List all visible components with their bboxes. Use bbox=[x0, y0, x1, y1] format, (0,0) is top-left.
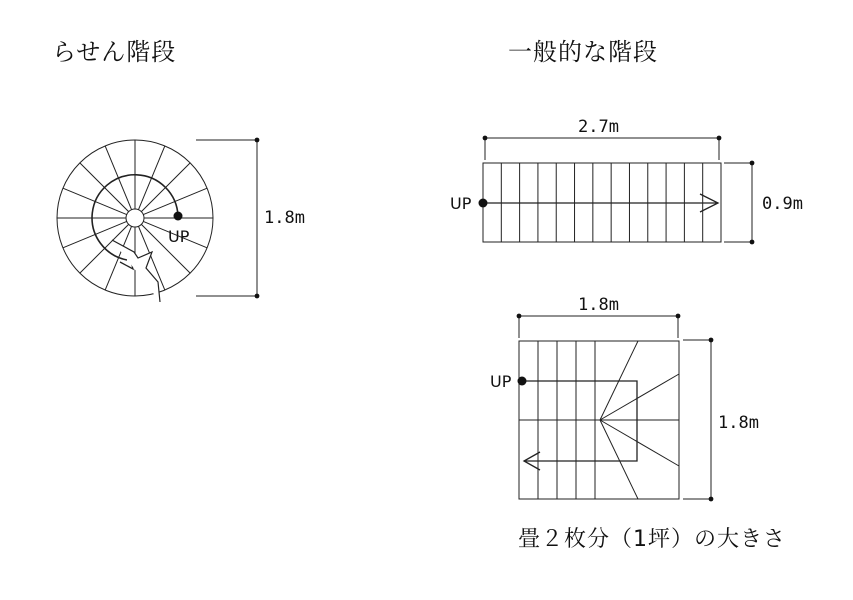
spiral-step-lines bbox=[57, 140, 213, 296]
dim-tick bbox=[709, 497, 714, 502]
straight-staircase-plan bbox=[483, 163, 721, 242]
spiral-break-line bbox=[112, 240, 160, 302]
straight-up-label: UP bbox=[450, 194, 472, 213]
spiral-height-label: 1.8m bbox=[264, 208, 305, 228]
dim-tick bbox=[750, 240, 755, 245]
u-turn-staircase-plan bbox=[519, 341, 679, 499]
dim-tick bbox=[750, 161, 755, 166]
spiral-staircase-plan bbox=[57, 140, 213, 302]
dim-tick bbox=[255, 294, 260, 299]
spiral-stair-title: らせん階段 bbox=[52, 38, 177, 66]
u-turn-winder-lines bbox=[600, 341, 679, 499]
straight-depth-label: 0.9m bbox=[762, 194, 803, 214]
u-turn-height-dimension bbox=[683, 338, 713, 501]
u-turn-height-label: 1.8m bbox=[718, 413, 759, 433]
straight-width-dimension bbox=[485, 138, 719, 160]
dim-tick bbox=[255, 138, 260, 143]
normal-stair-title: 一般的な階段 bbox=[508, 38, 658, 66]
straight-up-start-dot bbox=[479, 199, 488, 208]
spiral-up-label: UP bbox=[168, 227, 190, 246]
dim-tick bbox=[676, 314, 681, 319]
u-turn-width-dimension bbox=[519, 316, 678, 338]
dim-tick bbox=[709, 338, 714, 343]
dim-tick bbox=[483, 136, 488, 141]
dim-tick bbox=[717, 136, 722, 141]
u-turn-up-start-dot bbox=[518, 377, 527, 386]
dim-tick bbox=[517, 314, 522, 319]
straight-width-label: 2.7m bbox=[578, 117, 619, 137]
straight-depth-dimension bbox=[724, 161, 754, 244]
spiral-center-post bbox=[126, 209, 144, 227]
u-turn-up-path bbox=[522, 381, 637, 461]
u-turn-width-label: 1.8m bbox=[578, 295, 619, 315]
size-caption: 畳２枚分（1坪）の大きさ bbox=[518, 527, 786, 552]
spiral-up-start-dot bbox=[174, 212, 183, 221]
u-turn-up-label: UP bbox=[490, 372, 512, 391]
